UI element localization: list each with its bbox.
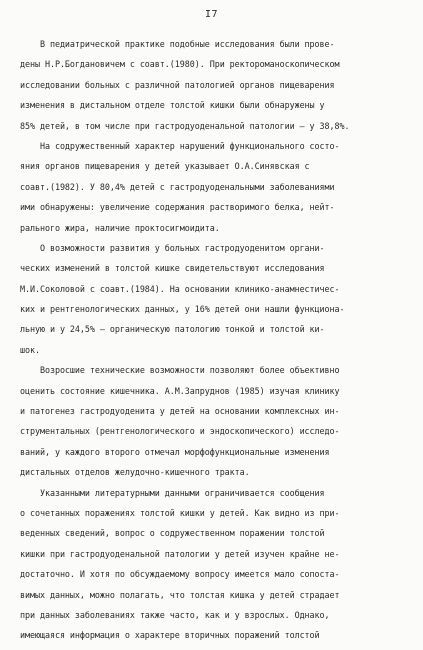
text-line: 85% детей, в том числе при гастродуоденальной патологии – у 38,8%.: [20, 120, 350, 131]
text-line: изменения в дистальном отделе толстой кишки были обнаружены у: [20, 100, 325, 111]
text-line: О возможности развития у больных гастродуоденитом органи-: [20, 242, 325, 253]
document-body: [20, 34, 412, 646]
paragraph: [20, 360, 412, 482]
text-line: ваний, у каждого второго отмечал морфофункциональные изменения: [20, 446, 330, 457]
text-line: оценить состояние кишечника. А.М.Запруднов (1985) изучая клинику: [20, 385, 340, 396]
text-line: достаточно. И хотя по обсуждаемому вопросу имеется мало сопоста-: [20, 569, 340, 580]
text-line: и патогенез гастродуоденита у детей на основании комплексных ин-: [20, 406, 340, 417]
text-line: при данных заболеваниях также часто, как и у взрослых. Однако,: [20, 609, 330, 620]
text-line: дистальных отделов желудочно-кишечного тракта.: [20, 467, 250, 478]
text-line: дены Н.Р.Богдановичем с соавт.(1980). При ректороманоскопическом: [20, 59, 340, 70]
text-line: веденных сведений, вопрос о содружественном поражении толстой: [20, 528, 325, 539]
text-line: льную и у 24,5% – органическую патологию тонкой и толстой ки-: [20, 324, 325, 335]
text-line: ческих изменений в толстой кишке свидетельствуют исследования: [20, 263, 325, 274]
text-line: ких и рентгенологических данных, у 16% детей они нашли функциона-: [20, 304, 345, 315]
text-line: о сочетанных поражениях толстой кишки у детей. Как видно из при-: [20, 507, 340, 518]
paragraph: [20, 136, 412, 238]
text-line: Указанными литературными данными ограничивается сообщения: [20, 487, 325, 498]
text-line: шок.: [20, 344, 40, 355]
paragraph: [20, 238, 412, 360]
paragraph: [20, 483, 412, 646]
text-line: вимых данных, можно полагать, что толстая кишка у детей страдает: [20, 589, 340, 600]
text-line: кишки при гастродуоденальной патологии у детей изучен крайне не-: [20, 548, 340, 559]
paragraph: [20, 34, 412, 136]
text-line: имеющаяся информация о характере вторичных поражений толстой: [20, 630, 320, 641]
text-line: исследовании больных с различной патологией органов пищеварения: [20, 79, 335, 90]
text-line: яния органов пищеварения у детей указывает О.А.Синявская с: [20, 161, 310, 172]
text-line: соавт.(1982). У 80,4% детей с гастродуоденальными заболеваниями: [20, 181, 335, 192]
text-line: Возросшие технические возможности позволяют более объективно: [20, 365, 340, 376]
text-line: В педиатрической практике подобные исследования были прове-: [20, 39, 335, 49]
page-number: I7: [204, 9, 219, 20]
text-line: рального жира, наличие проктосигмоидита.: [20, 222, 220, 233]
text-line: М.И.Соколовой с соавт.(1984). На основании клинико-анамнестичес-: [20, 283, 340, 294]
text-line: струментальных (рентгенологического и эндоскопического) исследо-: [20, 426, 340, 437]
text-line: ими обнаружены: увеличение содержания растворимого белка, нейт-: [20, 202, 335, 213]
text-line: На содружественный характер нарушений функционального состо-: [20, 140, 340, 151]
